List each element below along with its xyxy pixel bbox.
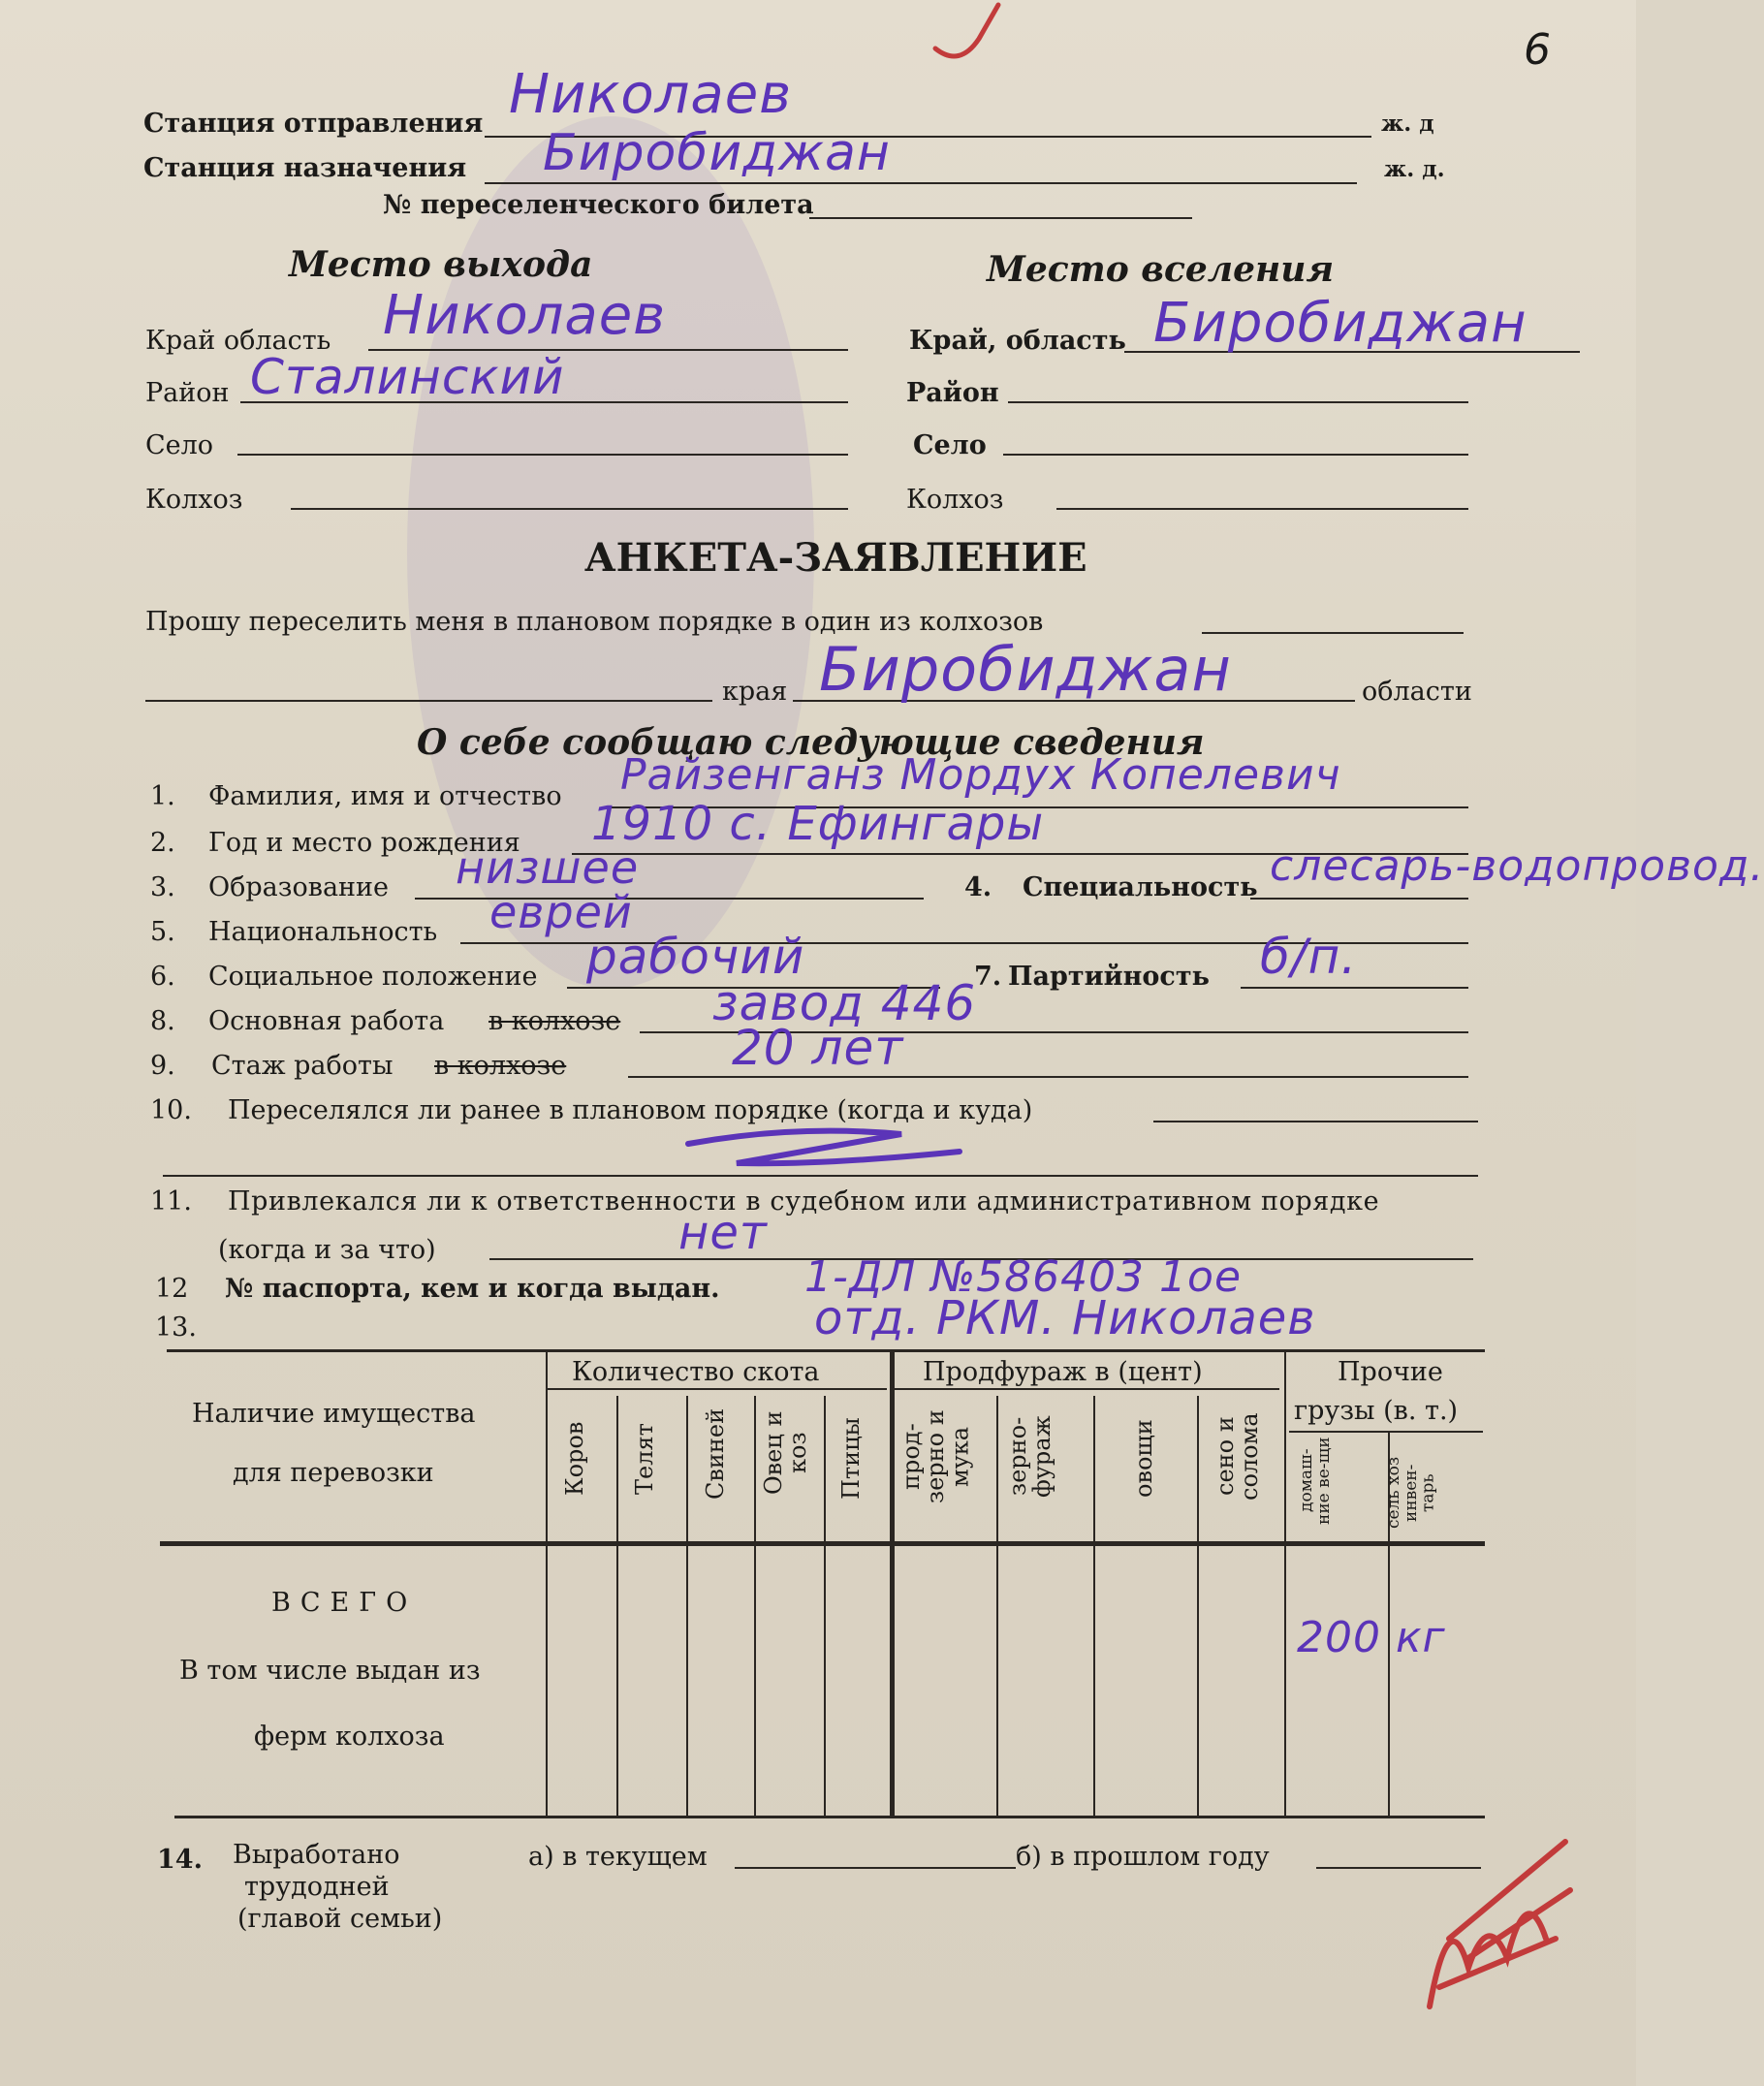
destination-kolkhoz-label: Колхоз — [906, 485, 1004, 515]
item-7-line — [1241, 987, 1468, 989]
destination-station-line — [485, 182, 1357, 184]
table-bottom-rule — [174, 1816, 1485, 1818]
item-6-number: 6. — [150, 962, 175, 992]
group-livestock: Количество скота — [572, 1357, 820, 1387]
item-10-line — [1153, 1121, 1478, 1122]
destination-kolkhoz-line — [1056, 508, 1468, 510]
item-8-label: Основная работа — [208, 1006, 445, 1036]
table-vline-0 — [546, 1352, 548, 1816]
destination-region-label: Край, область — [909, 326, 1126, 356]
ticket-line — [809, 217, 1192, 219]
destination-village-line — [1003, 454, 1468, 456]
item-10-number: 10. — [150, 1095, 192, 1125]
rail-suffix-1: ж. д — [1381, 111, 1434, 137]
origin-village-line — [237, 454, 848, 456]
item-13-number: 13. — [155, 1312, 197, 1343]
destination-title: Место вселения — [987, 249, 1335, 290]
item-9-number: 9. — [150, 1051, 175, 1081]
table-total-label: ВСЕГО — [271, 1588, 418, 1618]
item-9-line — [628, 1076, 1468, 1078]
table-row-header-2: для перевозки — [233, 1458, 434, 1488]
item-7-label: Партийность — [1008, 962, 1210, 992]
col-farm-inventory: сель хоз инвен-тарь — [1384, 1456, 1438, 1530]
departure-station-label: Станция отправления — [143, 109, 484, 139]
col-birds: Птицы — [837, 1417, 865, 1501]
item-11-value: нет — [678, 1206, 768, 1260]
red-check-mark — [921, 0, 1037, 78]
workdays-last-year-label: б) в прошлом году — [1016, 1842, 1270, 1872]
col-cows: Коров — [561, 1421, 588, 1497]
item-13-value: отд. РКМ. Николаев — [814, 1291, 1316, 1345]
group-underline-fodder — [892, 1388, 1279, 1390]
origin-kolkhoz-line — [291, 508, 848, 510]
item-12-value: 1-ДЛ №586403 1ое — [804, 1252, 1243, 1302]
item-6-label: Социальное положение — [208, 962, 538, 992]
col-household-goods: домаш-ние ве-щи — [1297, 1437, 1334, 1525]
destination-district-label: Район — [906, 378, 999, 408]
item-11-label-2: (когда и за что) — [218, 1235, 436, 1265]
origin-region-value: Николаев — [383, 284, 667, 347]
group-underline-other — [1289, 1431, 1483, 1433]
workdays-label-2: трудодней — [244, 1872, 390, 1902]
item-8-number: 8. — [150, 1006, 175, 1036]
item-1-value: Райзенганз Мордух Копелевич — [620, 750, 1341, 800]
destination-region-value: Биробиджан — [1153, 292, 1528, 355]
item-12-number: 12 — [155, 1274, 189, 1304]
workdays-label-1: Выработано — [233, 1840, 400, 1870]
item-11-label: Привлекался ли к ответственности в судебном или административном порядке — [228, 1186, 1380, 1217]
request-line-1 — [1202, 632, 1464, 634]
oblast-label: области — [1362, 677, 1472, 707]
table-vline-4 — [824, 1396, 826, 1816]
item-3-number: 3. — [150, 872, 175, 902]
request-line-2 — [145, 700, 712, 702]
destination-village-label: Село — [913, 430, 987, 460]
destination-district-line — [1008, 401, 1468, 403]
workdays-current-label: а) в текущем — [528, 1842, 708, 1872]
table-vline-3 — [754, 1396, 756, 1816]
item-5-number: 5. — [150, 917, 175, 947]
rail-suffix-2: ж. д. — [1384, 156, 1445, 182]
item-4-value: слесарь-водопровод. — [1270, 841, 1764, 891]
form-title: АНКЕТА-ЗАЯВЛЕНИЕ — [584, 535, 1087, 581]
table-vline-2 — [686, 1396, 688, 1816]
group-other-2: грузы (в. т.) — [1294, 1396, 1459, 1426]
col-hay-straw: сено и солома — [1212, 1412, 1264, 1501]
col-sheep-goats: Овец и коз — [760, 1410, 812, 1496]
origin-title: Место выхода — [289, 244, 593, 285]
item-5-value: еврей — [489, 886, 633, 938]
table-vline-7 — [1093, 1396, 1095, 1816]
table-vline-6 — [996, 1396, 998, 1816]
col-grain-flour: прод-зерно и мука — [898, 1409, 974, 1503]
item-7-value: б/п. — [1260, 929, 1358, 985]
item-8-struck-text: в колхозе — [488, 1006, 621, 1036]
item-4-label: Специальность — [1023, 872, 1258, 902]
table-issued-label-2: ферм колхоза — [254, 1722, 445, 1752]
item-10-line-2 — [163, 1175, 1478, 1177]
origin-district-label: Район — [145, 378, 230, 408]
workdays-current-line — [735, 1867, 1016, 1869]
table-issued-label-1: В том числе выдан из — [179, 1656, 481, 1686]
item-10-dash-mark — [678, 1115, 969, 1183]
group-fodder: Продфураж в (цент) — [923, 1357, 1203, 1387]
item-5-label: Национальность — [208, 917, 438, 947]
destination-station-value: Биробиджан — [543, 124, 891, 182]
item-9-value: 20 лет — [732, 1020, 904, 1076]
item-3-value: низшее — [456, 841, 640, 894]
kray-label: края — [722, 677, 788, 707]
col-vegetables: овощи — [1130, 1419, 1157, 1499]
table-row-header-1: Наличие имущества — [192, 1399, 476, 1429]
table-top-rule — [167, 1349, 1485, 1352]
item-1-number: 1. — [150, 781, 175, 811]
item-2-label: Год и место рождения — [208, 828, 520, 858]
page-number: 6 — [1524, 25, 1552, 75]
item-6-value: рабочий — [586, 929, 805, 985]
departure-station-value: Николаев — [509, 63, 793, 126]
item-2-number: 2. — [150, 828, 175, 858]
item-1-label: Фамилия, имя и отчество — [208, 781, 562, 811]
origin-village-label: Село — [145, 430, 214, 460]
item-4-line — [1250, 898, 1468, 900]
info-heading: О себе сообщаю следующие сведения — [417, 722, 1205, 763]
household-total-value: 200 кг — [1297, 1613, 1446, 1662]
table-vline-5 — [890, 1352, 895, 1816]
group-other-1: Прочие — [1338, 1357, 1443, 1387]
red-scribble-mark — [1410, 1822, 1585, 2026]
origin-kolkhoz-label: Колхоз — [145, 485, 243, 515]
group-underline-livestock — [548, 1388, 887, 1390]
item-11-number: 11. — [150, 1186, 192, 1217]
col-grain-fodder: зерно-фураж — [1004, 1415, 1056, 1498]
item-12-label: № паспорта, кем и когда выдан. — [225, 1274, 720, 1304]
col-calves: Телят — [631, 1423, 658, 1495]
request-text: Прошу переселить меня в плановом порядке в один из колхозов — [145, 607, 1044, 637]
table-vline-9 — [1284, 1352, 1286, 1816]
table-vline-8 — [1197, 1396, 1199, 1816]
item-4-number: 4. — [964, 872, 992, 902]
table-vline-1 — [616, 1396, 618, 1816]
item-9-label: Стаж работы — [211, 1051, 394, 1081]
item-10-label: Переселялся ли ранее в плановом порядке (когда и куда) — [228, 1095, 1033, 1125]
kray-value: Биробиджан — [819, 634, 1232, 705]
item-3-label: Образование — [208, 872, 390, 902]
ticket-label: № переселенческого билета — [383, 190, 814, 220]
origin-district-value: Сталинский — [250, 349, 565, 405]
workdays-number: 14. — [157, 1845, 203, 1875]
item-2-value: 1910 с. Ефингары — [591, 797, 1045, 851]
workdays-label-3: (главой семьи) — [237, 1904, 443, 1934]
destination-station-label: Станция назначения — [143, 153, 467, 183]
origin-region-label: Край область — [145, 326, 331, 356]
col-pigs: Свиней — [702, 1407, 729, 1501]
item-9-struck-text: в колхозе — [434, 1051, 567, 1081]
item-7-number: 7. — [974, 962, 1002, 992]
item-8-value: завод 446 — [712, 975, 977, 1031]
